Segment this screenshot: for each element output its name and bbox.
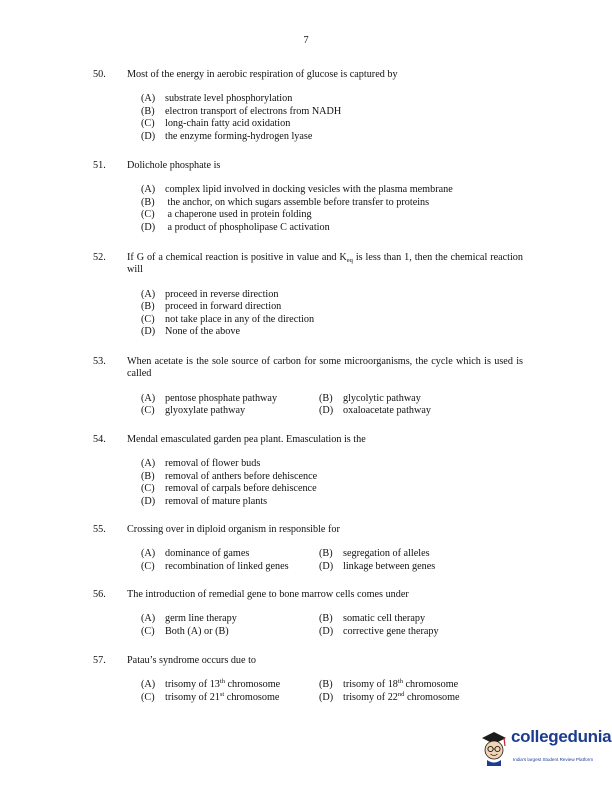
option-d[interactable]: (D) removal of mature plants [141, 495, 268, 507]
question-number: 52. [93, 252, 106, 263]
question-53 [93, 356, 523, 418]
option-c[interactable]: (C) removal of carpals before dehiscence [141, 483, 317, 495]
options-list [141, 458, 523, 508]
option-a[interactable]: (A) trisomy of 13th chromosome [141, 678, 281, 691]
option-b[interactable]: (B) trisomy of 18th chromosome [319, 678, 459, 691]
question-number: 55. [93, 524, 106, 535]
question-number: 50. [93, 69, 106, 80]
page-number: 7 [303, 35, 309, 46]
option-a[interactable]: (A) pentose phosphate pathway [141, 392, 278, 404]
option-c[interactable]: (C) a chaperone used in protein folding [141, 209, 312, 221]
option-c[interactable]: (C) recombination of linked genes [141, 560, 289, 572]
question-57 [93, 655, 523, 704]
option-c[interactable]: (C) trisomy of 21st chromosome [141, 690, 280, 703]
question-50 [93, 69, 523, 143]
collegedunia-logo[interactable] [478, 724, 612, 774]
option-d[interactable]: (D) a product of phospholipase C activation [141, 221, 330, 233]
question-54 [93, 434, 523, 508]
option-b[interactable]: (B) proceed in forward direction [141, 301, 282, 313]
option-b[interactable]: (B) the anchor, on which sugars assemble before transfer to proteins [141, 196, 430, 208]
question-number: 51. [93, 160, 106, 171]
option-c[interactable]: (C) not take place in any of the direction [141, 313, 315, 325]
question-text: If G of a chemical reaction is positive in value and $K_{eq}$ is less than 1, then the chemical reaction will [127, 252, 523, 276]
option-b[interactable]: (B) somatic cell therapy [319, 613, 426, 625]
option-b[interactable]: (B) segregation of alleles [319, 548, 430, 560]
option-a[interactable]: (A) dominance of games [141, 548, 250, 560]
question-51 [93, 160, 523, 234]
option-c[interactable]: (C) Both (A) or (B) [141, 625, 229, 637]
question-text: Crossing over in diploid organism in responsible for [127, 524, 340, 535]
question-52 [93, 252, 523, 338]
options-list [141, 289, 523, 339]
option-d[interactable]: (D) corrective gene therapy [319, 625, 439, 637]
option-a[interactable]: (A) complex lipid involved in docking vesicles with the plasma membrane [141, 184, 453, 196]
question-text: Most of the energy in aerobic respiration of glucose is captured by [127, 69, 398, 80]
options-list [141, 184, 523, 234]
option-d[interactable]: (D) linkage between genes [319, 560, 436, 572]
question-text: When acetate is the sole source of carbon for some microorganisms, the cycle which is used is called [127, 356, 523, 380]
question-text: Patau’s syndrome occurs due to [127, 655, 257, 666]
graduate-mascot-icon [478, 724, 510, 768]
option-b[interactable]: (B) removal of anthers before dehiscence [141, 470, 318, 482]
options-list [141, 393, 523, 418]
question-text: Mendal emasculated garden pea plant. Emasculation is the [127, 434, 366, 445]
options-list [141, 679, 523, 704]
logo-tagline: India's largest Student Review Platform [513, 757, 594, 762]
question-text: Dolichole phosphate is [127, 160, 221, 171]
option-d[interactable]: (D) None of the above [141, 326, 240, 338]
option-b[interactable]: (B) glycolytic pathway [319, 392, 421, 404]
options-list [141, 613, 523, 638]
logo-wordmark: collegedunia [511, 727, 612, 746]
option-a[interactable]: (A) proceed in reverse direction [141, 288, 279, 300]
option-c[interactable]: (C) long-chain fatty acid oxidation [141, 118, 291, 130]
option-c[interactable]: (C) glyoxylate pathway [141, 405, 246, 417]
option-b[interactable]: (B) electron transport of electrons from NADH [141, 105, 342, 117]
option-d[interactable]: (D) oxaloacetate pathway [319, 405, 431, 417]
question-number: 54. [93, 434, 106, 445]
option-d[interactable]: (D) trisomy of 22nd chromosome [319, 690, 460, 703]
question-number: 53. [93, 356, 106, 367]
options-list [141, 93, 523, 143]
question-55 [93, 524, 523, 573]
option-a[interactable]: (A) substrate level phosphorylation [141, 93, 293, 105]
option-a[interactable]: (A) germ line therapy [141, 613, 237, 625]
question-number: 57. [93, 655, 106, 666]
option-d[interactable]: (D) the enzyme forming-hydrogen lyase [141, 130, 313, 142]
option-a[interactable]: (A) removal of flower buds [141, 458, 261, 470]
question-text: The introduction of remedial gene to bone marrow cells comes under [127, 589, 409, 600]
question-56 [93, 589, 523, 638]
options-list [141, 548, 523, 573]
question-number: 56. [93, 589, 106, 600]
